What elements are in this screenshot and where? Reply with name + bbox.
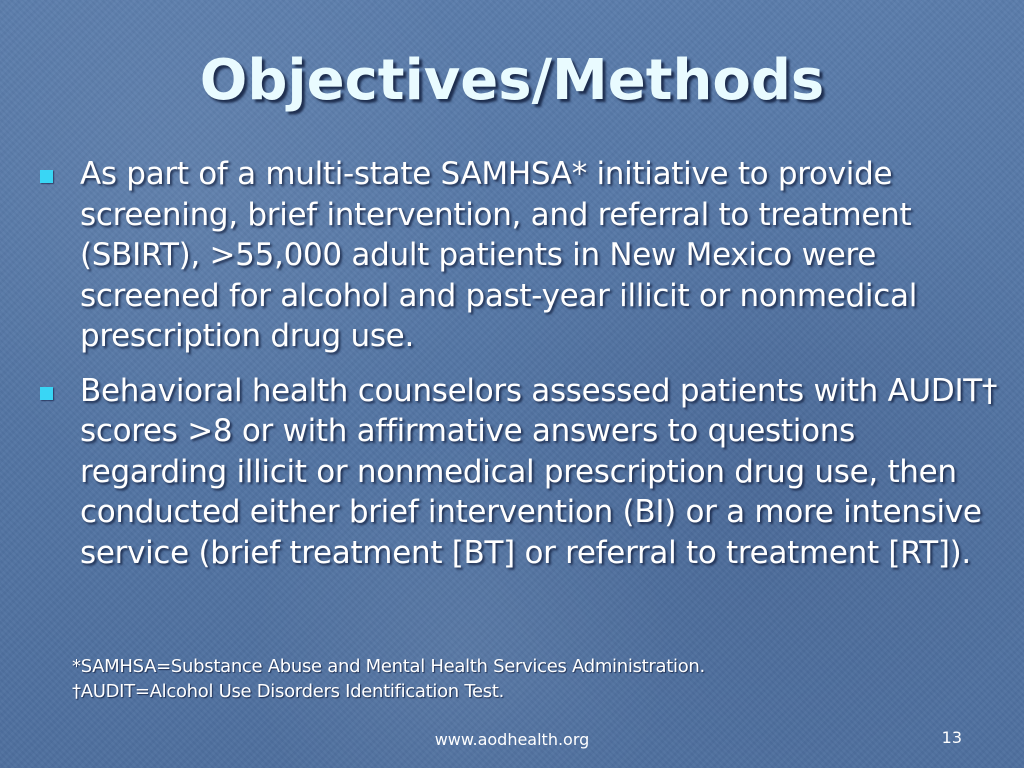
- footnotes: [72, 654, 972, 704]
- bullet-text: As part of a multi-state SAMHSA* initiative to provide screening, brief intervention, and referral to treatment (SBIRT), >55,000 adult patients in New Mexico were screened for alcohol and past-year illicit or nonmedical prescription drug use.: [80, 156, 918, 354]
- slide-title: Objectives/Methods: [199, 48, 825, 113]
- footer-url: www.aodhealth.org: [434, 730, 590, 749]
- footnote-samhsa: *SAMHSA=Substance Abuse and Mental Health Services Administration.: [72, 656, 705, 677]
- bullet-text: Behavioral health counselors assessed patients with AUDIT† scores >8 or with affirmative answers to questions regarding illicit or nonmedical prescription drug use, then conducted either brief intervention (BI) or a more intensive service (brief treatment [BT] or referral to treatment [RT]).: [80, 372, 998, 571]
- footnote-audit: †AUDIT=Alcohol Use Disorders Identification Test.: [72, 681, 504, 702]
- bullet-item: [40, 371, 1000, 574]
- page-number: 13: [941, 728, 962, 747]
- square-bullet-icon: [40, 170, 53, 183]
- bullet-list: [40, 154, 1000, 587]
- square-bullet-icon: [40, 387, 53, 400]
- bullet-item: [40, 154, 1000, 357]
